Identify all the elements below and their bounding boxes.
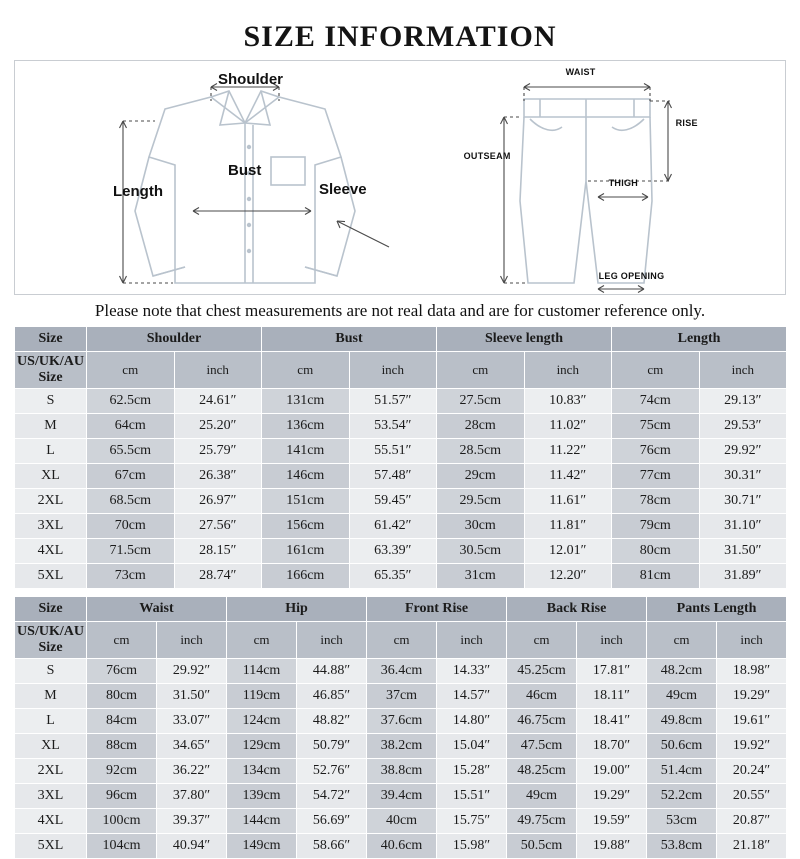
table-row <box>15 514 787 539</box>
cell: 151cm <box>262 489 350 514</box>
cell: 161cm <box>262 539 350 564</box>
cell: 10.83″ <box>524 389 612 414</box>
table-row <box>15 709 787 734</box>
cell: 65.35″ <box>349 564 437 589</box>
header-shoulder: Shoulder <box>87 327 262 352</box>
cell: 58.66″ <box>297 834 367 859</box>
page-title: SIZE INFORMATION <box>243 20 557 53</box>
cell: 25.79″ <box>174 439 262 464</box>
cell: 34.65″ <box>157 734 227 759</box>
cell: 31.50″ <box>699 539 787 564</box>
cell: 29.13″ <box>699 389 787 414</box>
cell: 70cm <box>87 514 175 539</box>
cell: 20.87″ <box>717 809 787 834</box>
row-size: 5XL <box>15 564 87 589</box>
cell: 55.51″ <box>349 439 437 464</box>
cell: 52.2cm <box>647 784 717 809</box>
bottom-size-table <box>14 596 787 859</box>
cell: 75cm <box>612 414 700 439</box>
cell: 27.5cm <box>437 389 525 414</box>
header-size: Size <box>15 327 87 352</box>
cell: 37cm <box>367 684 437 709</box>
cell: 53cm <box>647 809 717 834</box>
cell: 30cm <box>437 514 525 539</box>
unit-cm-shoulder: cm <box>87 352 175 389</box>
table-row <box>15 389 787 414</box>
cell: 54.72″ <box>297 784 367 809</box>
cell: 76cm <box>87 659 157 684</box>
cell: 11.22″ <box>524 439 612 464</box>
unit-cm-front-rise: cm <box>367 622 437 659</box>
cell: 31.89″ <box>699 564 787 589</box>
cell: 92cm <box>87 759 157 784</box>
header-pants-length: Pants Length <box>647 597 787 622</box>
unit-inch-shoulder: inch <box>174 352 262 389</box>
cell: 29.92″ <box>157 659 227 684</box>
row-size: 3XL <box>15 784 87 809</box>
cell: 88cm <box>87 734 157 759</box>
table-row <box>15 539 787 564</box>
top-table-body <box>15 327 787 589</box>
garment-diagram-panel <box>14 60 786 295</box>
cell: 57.48″ <box>349 464 437 489</box>
header-size: Size <box>15 597 87 622</box>
cell: 19.29″ <box>717 684 787 709</box>
cell: 146cm <box>262 464 350 489</box>
cell: 14.33″ <box>437 659 507 684</box>
cell: 14.80″ <box>437 709 507 734</box>
cell: 53.54″ <box>349 414 437 439</box>
cell: 15.04″ <box>437 734 507 759</box>
cell: 119cm <box>227 684 297 709</box>
cell: 49cm <box>647 684 717 709</box>
measurement-note: Please note that chest measurements are not real data and are for customer reference only. <box>94 301 706 320</box>
cell: 51.57″ <box>349 389 437 414</box>
cell: 39.37″ <box>157 809 227 834</box>
cell: 80cm <box>87 684 157 709</box>
unit-cm-length: cm <box>612 352 700 389</box>
cell: 48.25cm <box>507 759 577 784</box>
cell: 129cm <box>227 734 297 759</box>
cell: 64cm <box>87 414 175 439</box>
cell: 67cm <box>87 464 175 489</box>
cell: 28.74″ <box>174 564 262 589</box>
cell: 78cm <box>612 489 700 514</box>
cell: 19.00″ <box>577 759 647 784</box>
cell: 84cm <box>87 709 157 734</box>
row-size: M <box>15 414 87 439</box>
cell: 45.25cm <box>507 659 577 684</box>
cell: 49cm <box>507 784 577 809</box>
cell: 49.8cm <box>647 709 717 734</box>
cell: 56.69″ <box>297 809 367 834</box>
table-row <box>15 809 787 834</box>
table-row <box>15 414 787 439</box>
unit-cm-pants-length: cm <box>647 622 717 659</box>
cell: 15.51″ <box>437 784 507 809</box>
cell: 76cm <box>612 439 700 464</box>
cell: 28.5cm <box>437 439 525 464</box>
cell: 40.6cm <box>367 834 437 859</box>
cell: 28.15″ <box>174 539 262 564</box>
row-size: S <box>15 659 87 684</box>
cell: 11.02″ <box>524 414 612 439</box>
cell: 17.81″ <box>577 659 647 684</box>
top-size-table <box>14 326 787 589</box>
row-size: 2XL <box>15 489 87 514</box>
top-table-unit-row <box>15 352 787 389</box>
cell: 20.24″ <box>717 759 787 784</box>
shirt-label-sleeve: Sleeve <box>319 181 367 198</box>
unit-inch-length: inch <box>699 352 787 389</box>
cell: 139cm <box>227 784 297 809</box>
cell: 124cm <box>227 709 297 734</box>
header-back-rise: Back Rise <box>507 597 647 622</box>
row-size: 4XL <box>15 539 87 564</box>
cell: 19.59″ <box>577 809 647 834</box>
cell: 33.07″ <box>157 709 227 734</box>
table-row <box>15 464 787 489</box>
cell: 18.11″ <box>577 684 647 709</box>
cell: 29.92″ <box>699 439 787 464</box>
cell: 37.80″ <box>157 784 227 809</box>
cell: 15.75″ <box>437 809 507 834</box>
cell: 29cm <box>437 464 525 489</box>
table-row <box>15 784 787 809</box>
cell: 21.18″ <box>717 834 787 859</box>
cell: 11.61″ <box>524 489 612 514</box>
cell: 18.98″ <box>717 659 787 684</box>
cell: 50.6cm <box>647 734 717 759</box>
cell: 38.8cm <box>367 759 437 784</box>
row-size: 5XL <box>15 834 87 859</box>
shirt-label-shoulder: Shoulder <box>218 71 284 88</box>
unit-inch-back-rise: inch <box>577 622 647 659</box>
cell: 40.94″ <box>157 834 227 859</box>
bottom-table-unit-row <box>15 622 787 659</box>
cell: 51.4cm <box>647 759 717 784</box>
cell: 136cm <box>262 414 350 439</box>
table-row <box>15 759 787 784</box>
row-size: 4XL <box>15 809 87 834</box>
pants-label-thigh: THIGH <box>608 178 639 188</box>
cell: 62.5cm <box>87 389 175 414</box>
cell: 36.22″ <box>157 759 227 784</box>
table-row <box>15 564 787 589</box>
bottom-table-header-row <box>15 597 787 622</box>
cell: 12.20″ <box>524 564 612 589</box>
header-waist: Waist <box>87 597 227 622</box>
top-table-header-row <box>15 327 787 352</box>
header-sleeve-length: Sleeve length <box>437 327 612 352</box>
cell: 131cm <box>262 389 350 414</box>
cell: 59.45″ <box>349 489 437 514</box>
unit-cm-hip: cm <box>227 622 297 659</box>
cell: 50.79″ <box>297 734 367 759</box>
cell: 44.88″ <box>297 659 367 684</box>
cell: 65.5cm <box>87 439 175 464</box>
cell: 31.50″ <box>157 684 227 709</box>
unit-inch-pants-length: inch <box>717 622 787 659</box>
cell: 36.4cm <box>367 659 437 684</box>
cell: 166cm <box>262 564 350 589</box>
row-size: S <box>15 389 87 414</box>
table-row <box>15 439 787 464</box>
cell: 37.6cm <box>367 709 437 734</box>
cell: 26.38″ <box>174 464 262 489</box>
header-length: Length <box>612 327 787 352</box>
shirt-label-bust: Bust <box>228 162 262 179</box>
unit-inch-sleeve: inch <box>524 352 612 389</box>
pants-label-waist: WAIST <box>565 67 596 77</box>
cell: 74cm <box>612 389 700 414</box>
cell: 38.2cm <box>367 734 437 759</box>
cell: 30.5cm <box>437 539 525 564</box>
row-size: XL <box>15 734 87 759</box>
cell: 15.98″ <box>437 834 507 859</box>
cell: 104cm <box>87 834 157 859</box>
cell: 11.42″ <box>524 464 612 489</box>
cell: 19.61″ <box>717 709 787 734</box>
cell: 19.88″ <box>577 834 647 859</box>
cell: 15.28″ <box>437 759 507 784</box>
cell: 39.4cm <box>367 784 437 809</box>
cell: 30.71″ <box>699 489 787 514</box>
cell: 14.57″ <box>437 684 507 709</box>
pants-label-outseam: OUTSEAM <box>463 151 511 161</box>
cell: 114cm <box>227 659 297 684</box>
cell: 77cm <box>612 464 700 489</box>
cell: 144cm <box>227 809 297 834</box>
cell: 31.10″ <box>699 514 787 539</box>
unit-cm-back-rise: cm <box>507 622 577 659</box>
cell: 50.5cm <box>507 834 577 859</box>
bottom-table-body <box>15 597 787 859</box>
cell: 46.75cm <box>507 709 577 734</box>
cell: 40cm <box>367 809 437 834</box>
cell: 19.92″ <box>717 734 787 759</box>
unit-inch-hip: inch <box>297 622 367 659</box>
cell: 52.76″ <box>297 759 367 784</box>
cell: 28cm <box>437 414 525 439</box>
unit-inch-front-rise: inch <box>437 622 507 659</box>
table-row <box>15 834 787 859</box>
header-bust: Bust <box>262 327 437 352</box>
unit-cm-sleeve: cm <box>437 352 525 389</box>
cell: 46.85″ <box>297 684 367 709</box>
row-size: 3XL <box>15 514 87 539</box>
cell: 53.8cm <box>647 834 717 859</box>
table-row <box>15 659 787 684</box>
shirt-diagram <box>15 61 462 294</box>
cell: 63.39″ <box>349 539 437 564</box>
cell: 47.5cm <box>507 734 577 759</box>
cell: 48.2cm <box>647 659 717 684</box>
cell: 156cm <box>262 514 350 539</box>
header-hip: Hip <box>227 597 367 622</box>
cell: 134cm <box>227 759 297 784</box>
cell: 24.61″ <box>174 389 262 414</box>
cell: 81cm <box>612 564 700 589</box>
unit-inch-waist: inch <box>157 622 227 659</box>
cell: 149cm <box>227 834 297 859</box>
table-row <box>15 489 787 514</box>
cell: 20.55″ <box>717 784 787 809</box>
cell: 31cm <box>437 564 525 589</box>
row-size: XL <box>15 464 87 489</box>
unit-cm-waist: cm <box>87 622 157 659</box>
cell: 48.82″ <box>297 709 367 734</box>
cell: 49.75cm <box>507 809 577 834</box>
cell: 18.70″ <box>577 734 647 759</box>
cell: 11.81″ <box>524 514 612 539</box>
cell: 46cm <box>507 684 577 709</box>
cell: 61.42″ <box>349 514 437 539</box>
cell: 12.01″ <box>524 539 612 564</box>
cell: 80cm <box>612 539 700 564</box>
table-row <box>15 684 787 709</box>
cell: 19.29″ <box>577 784 647 809</box>
cell: 71.5cm <box>87 539 175 564</box>
pants-diagram <box>462 61 785 294</box>
cell: 18.41″ <box>577 709 647 734</box>
table-row <box>15 734 787 759</box>
row-size: L <box>15 709 87 734</box>
cell: 25.20″ <box>174 414 262 439</box>
pants-label-leg-opening: LEG OPENING <box>598 271 665 281</box>
cell: 96cm <box>87 784 157 809</box>
cell: 29.5cm <box>437 489 525 514</box>
row-size: M <box>15 684 87 709</box>
unit-inch-bust: inch <box>349 352 437 389</box>
cell: 26.97″ <box>174 489 262 514</box>
shirt-label-length: Length <box>113 183 163 200</box>
pants-label-rise: RISE <box>675 118 698 128</box>
cell: 73cm <box>87 564 175 589</box>
cell: 68.5cm <box>87 489 175 514</box>
header-front-rise: Front Rise <box>367 597 507 622</box>
cell: 141cm <box>262 439 350 464</box>
header-us-uk-au-size: US/UK/AU Size <box>15 622 87 659</box>
cell: 79cm <box>612 514 700 539</box>
cell: 30.31″ <box>699 464 787 489</box>
header-us-uk-au-size: US/UK/AU Size <box>15 352 87 389</box>
row-size: L <box>15 439 87 464</box>
cell: 27.56″ <box>174 514 262 539</box>
cell: 29.53″ <box>699 414 787 439</box>
row-size: 2XL <box>15 759 87 784</box>
cell: 100cm <box>87 809 157 834</box>
unit-cm-bust: cm <box>262 352 350 389</box>
